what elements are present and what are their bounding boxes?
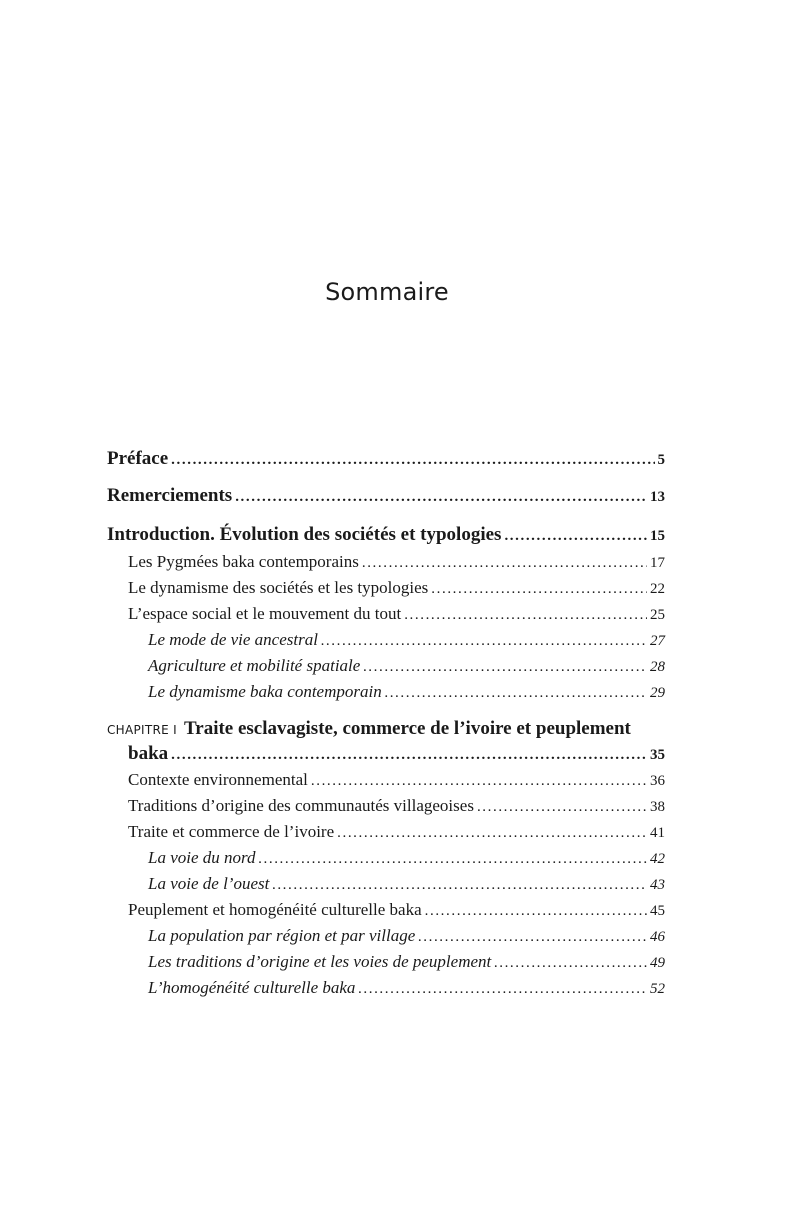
toc-entry-label: Le mode de vie ancestral xyxy=(148,630,318,649)
toc-page-number: 5 xyxy=(657,452,665,468)
leader-dots xyxy=(272,877,647,894)
toc-entry-preface[interactable] xyxy=(107,448,665,470)
toc-entry-label: La voie de l’ouest xyxy=(148,874,270,893)
toc-entry-label: Traite et commerce de l’ivoire xyxy=(128,822,335,841)
toc-entry-label: Remerciements xyxy=(107,485,233,506)
toc-page-number: 41 xyxy=(650,825,665,841)
leader-dots xyxy=(358,981,647,998)
toc-page-number: 42 xyxy=(650,851,665,867)
leader-dots xyxy=(321,633,647,650)
leader-dots xyxy=(418,929,647,946)
toc-page-number: 25 xyxy=(650,607,665,623)
toc-entry-label: Les traditions d’origine et les voies de peuplement xyxy=(148,952,492,971)
chapter-title-line2: baka xyxy=(128,743,169,764)
toc-page-number: 28 xyxy=(650,659,665,675)
toc-entry-subsection[interactable] xyxy=(148,978,665,998)
leader-dots xyxy=(171,452,654,469)
toc-entry-label: Contexte environnemental xyxy=(128,770,308,789)
toc-page-number: 45 xyxy=(650,903,665,919)
toc-page-number: 38 xyxy=(650,799,665,815)
leader-dots xyxy=(362,555,647,572)
toc-chapter-heading[interactable] xyxy=(107,718,631,740)
chapter-title: Traite esclavagiste, commerce de l’ivoire et peuplement xyxy=(184,718,631,739)
toc-page-number: 17 xyxy=(650,555,665,571)
leader-dots xyxy=(404,607,647,624)
toc-page-number: 29 xyxy=(650,685,665,701)
toc-entry-label: Introduction. Évolution des sociétés et typologies xyxy=(107,524,502,545)
leader-dots xyxy=(363,659,647,676)
leader-dots xyxy=(504,528,647,545)
toc-entry-label: Le dynamisme des sociétés et les typologies xyxy=(128,578,429,597)
toc-entry-label: Peuplement et homogénéité culturelle baka xyxy=(128,900,422,919)
chapter-label: CHAPITRE I xyxy=(107,723,177,737)
toc-entry-section[interactable] xyxy=(128,604,665,624)
toc-entry-subsection[interactable] xyxy=(148,682,665,702)
toc-entry-section[interactable] xyxy=(128,822,665,842)
leader-dots xyxy=(259,851,647,868)
toc-entry-label: Agriculture et mobilité spatiale xyxy=(148,656,361,675)
toc-page-number: 13 xyxy=(650,489,665,505)
toc-page-number: 35 xyxy=(650,747,665,763)
toc-entry-subsection[interactable] xyxy=(148,874,665,894)
toc-chapter-title-continuation[interactable] xyxy=(128,743,665,765)
toc-entry-label: Préface xyxy=(107,448,169,469)
toc-page-number: 46 xyxy=(650,929,665,945)
toc-entry-section[interactable] xyxy=(128,578,665,598)
toc-entry-subsection[interactable] xyxy=(148,630,665,650)
toc-page-number: 52 xyxy=(650,981,665,997)
page-title: Sommaire xyxy=(325,278,449,307)
toc-entry-section[interactable] xyxy=(128,900,665,920)
toc-entry-label: La voie du nord xyxy=(148,848,256,867)
toc-entry-label: La population par région et par village xyxy=(148,926,416,945)
toc-page-number: 15 xyxy=(650,528,665,544)
leader-dots xyxy=(171,747,647,764)
toc-entry-label: Les Pygmées baka contemporains xyxy=(128,552,359,571)
toc-entry-label: L’espace social et le mouvement du tout xyxy=(128,604,402,623)
leader-dots xyxy=(385,685,647,702)
leader-dots xyxy=(477,799,647,816)
toc-entry-label: Le dynamisme baka contemporain xyxy=(148,682,382,701)
leader-dots xyxy=(337,825,647,842)
toc-page-number: 27 xyxy=(650,633,665,649)
toc-page-number: 36 xyxy=(650,773,665,789)
toc-page-number: 43 xyxy=(650,877,665,893)
toc-page-number: 49 xyxy=(650,955,665,971)
toc-page-number: 22 xyxy=(650,581,665,597)
toc-entry-section[interactable] xyxy=(128,552,665,572)
toc-entry-introduction[interactable] xyxy=(107,524,665,546)
toc-entry-subsection[interactable] xyxy=(148,952,665,972)
toc-entry-section[interactable] xyxy=(128,770,665,790)
toc-entry-section[interactable] xyxy=(128,796,665,816)
leader-dots xyxy=(311,773,647,790)
leader-dots xyxy=(235,489,647,506)
leader-dots xyxy=(425,903,647,920)
toc-entry-subsection[interactable] xyxy=(148,656,665,676)
toc-entry-subsection[interactable] xyxy=(148,926,665,946)
toc-entry-remerciements[interactable] xyxy=(107,485,665,507)
leader-dots xyxy=(431,581,647,598)
toc-entry-label: L’homogénéité culturelle baka xyxy=(148,978,356,997)
leader-dots xyxy=(494,955,647,972)
toc-entry-label: Traditions d’origine des communautés villageoises xyxy=(128,796,474,815)
toc-entry-subsection[interactable] xyxy=(148,848,665,868)
